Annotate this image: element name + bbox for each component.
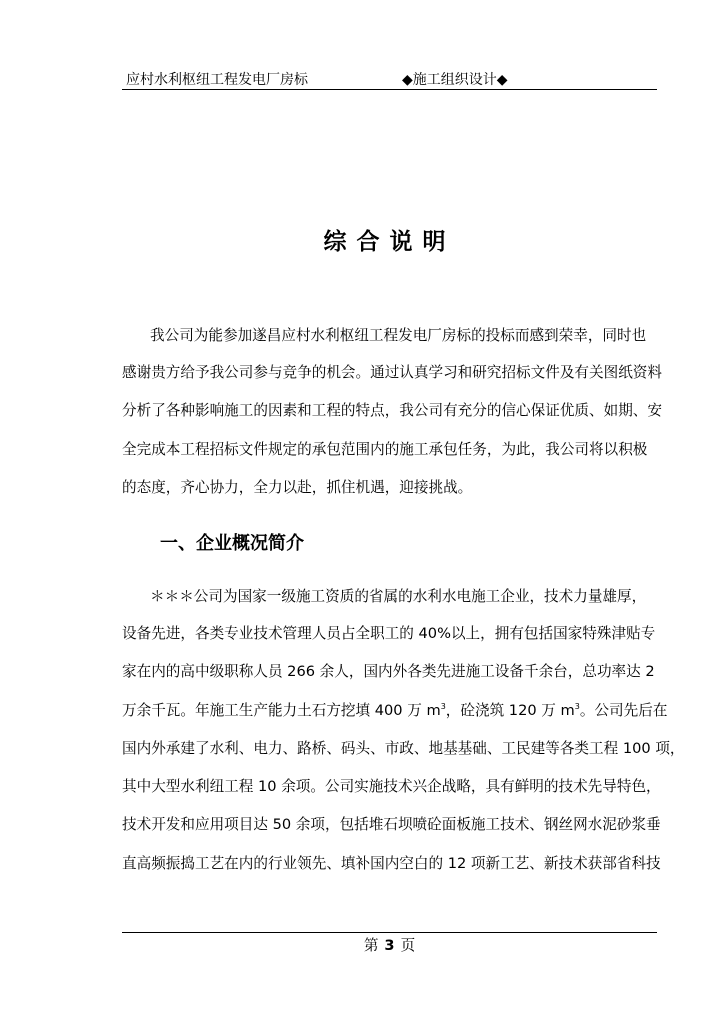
overview-line-2: 设备先进，各类专业技术管理人员占全职工的 40%以上，拥有包括国家特殊津贴专 <box>122 625 656 642</box>
header-section-name: ◆施工组织设计◆ <box>402 72 508 88</box>
footer-divider <box>122 932 657 933</box>
cubic-superscript: 3 <box>440 702 446 711</box>
section-heading-company-overview: 一、企业概况简介 <box>160 533 304 554</box>
overview-line-6: 其中大型水利纽工程 10 余项。公司实施技术兴企战略，具有鲜明的技术先导特色， <box>122 778 661 795</box>
header-document-title: 应村水利枢纽工程发电厂房标 <box>126 72 308 88</box>
page-footer <box>122 936 657 956</box>
intro-line-3: 分析了各种影响施工的因素和工程的特点，我公司有充分的信心保证优质、如期、安 <box>122 402 662 419</box>
overview-line-8: 直高频振捣工艺在内的行业领先、填补国内空白的 12 项新工艺、新技术获部省科技 <box>122 855 661 872</box>
overview-line-4-start: 万余千瓦。年施工生产能力土石方挖填 400 万 m <box>122 702 441 719</box>
page-number-suffix: 页 <box>400 937 416 954</box>
page-title: 综合说明 <box>323 229 456 255</box>
header-divider <box>122 89 657 90</box>
page-number: 3 <box>384 937 395 954</box>
overview-line-4-middle: ，砼浇筑 120 万 m <box>445 702 575 719</box>
overview-line-1: ＊＊＊公司为国家一级施工资质的省属的水利水电施工企业，技术力量雄厚， <box>150 588 647 605</box>
overview-line-5: 国内外承建了水利、电力、路桥、码头、市政、地基基础、工民建等各类工程 100 项， <box>122 740 685 757</box>
page-number-prefix: 第 <box>363 937 379 954</box>
cubic-superscript: 3 <box>574 702 580 711</box>
intro-line-2: 感谢贵方给予我公司参与竞争的机会。通过认真学习和研究招标文件及有关图纸资料 <box>122 364 662 381</box>
overview-line-3: 家在内的高中级职称人员 266 余人，国内外各类先进施工设备千余台，总功率达 2 <box>122 663 655 680</box>
intro-line-5: 的态度，齐心协力，全力以赴，抓住机遇，迎接挑战。 <box>122 479 473 496</box>
intro-line-4: 全完成本工程招标文件规定的承包范围内的施工承包任务，为此，我公司将以积极 <box>122 441 648 458</box>
overview-line-4 <box>122 701 667 721</box>
overview-line-4-end: 。公司先后在 <box>579 702 668 719</box>
overview-line-7: 技术开发和应用项目达 50 余项，包括堆石坝喷砼面板施工技术、钢丝网水泥砂浆垂 <box>122 816 661 833</box>
intro-line-1: 我公司为能参加遂昌应村水利枢纽工程发电厂房标的投标而感到荣幸，同时也 <box>150 327 647 344</box>
